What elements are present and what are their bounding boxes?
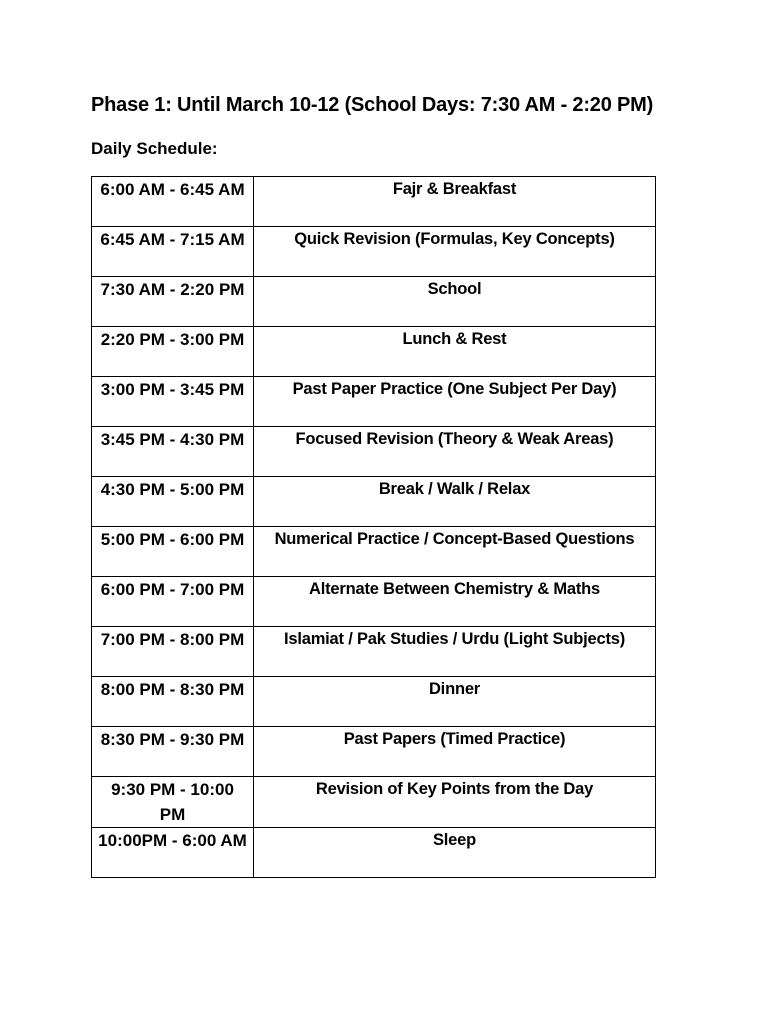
table-row — [92, 377, 656, 427]
time-cell: 6:00 PM - 7:00 PM — [92, 577, 254, 627]
activity-cell: Lunch & Rest — [254, 327, 656, 377]
table-row — [92, 777, 656, 828]
activity-cell: Revision of Key Points from the Day — [254, 777, 656, 828]
table-row — [92, 277, 656, 327]
table-row — [92, 227, 656, 277]
activity-cell: Alternate Between Chemistry & Maths — [254, 577, 656, 627]
time-cell: 4:30 PM - 5:00 PM — [92, 477, 254, 527]
time-cell: 7:30 AM - 2:20 PM — [92, 277, 254, 327]
table-row — [92, 828, 656, 878]
time-cell: 3:45 PM - 4:30 PM — [92, 427, 254, 477]
time-cell: 7:00 PM - 8:00 PM — [92, 627, 254, 677]
activity-cell: Fajr & Breakfast — [254, 177, 656, 227]
table-row — [92, 427, 656, 477]
table-row — [92, 677, 656, 727]
table-row — [92, 527, 656, 577]
phase-heading: Phase 1: Until March 10-12 (School Days: 7:30 AM - 2:20 PM) — [91, 94, 654, 116]
table-row — [92, 727, 656, 777]
activity-cell: Islamiat / Pak Studies / Urdu (Light Subjects) — [254, 627, 656, 677]
activity-cell: Quick Revision (Formulas, Key Concepts) — [254, 227, 656, 277]
time-cell: 3:00 PM - 3:45 PM — [92, 377, 254, 427]
activity-cell: Past Papers (Timed Practice) — [254, 727, 656, 777]
activity-cell: Numerical Practice / Concept-Based Questions — [254, 527, 656, 577]
activity-cell: Past Paper Practice (One Subject Per Day) — [254, 377, 656, 427]
table-row — [92, 327, 656, 377]
time-cell: 2:20 PM - 3:00 PM — [92, 327, 254, 377]
table-row — [92, 177, 656, 227]
table-row — [92, 577, 656, 627]
time-cell: 10:00PM - 6:00 AM — [92, 828, 254, 878]
schedule-table — [91, 176, 656, 878]
activity-cell: Sleep — [254, 828, 656, 878]
activity-cell: Break / Walk / Relax — [254, 477, 656, 527]
activity-cell: Dinner — [254, 677, 656, 727]
time-cell: 5:00 PM - 6:00 PM — [92, 527, 254, 577]
time-cell: 8:00 PM - 8:30 PM — [92, 677, 254, 727]
time-cell: 8:30 PM - 9:30 PM — [92, 727, 254, 777]
activity-cell: Focused Revision (Theory & Weak Areas) — [254, 427, 656, 477]
daily-schedule-label: Daily Schedule: — [91, 139, 218, 158]
activity-cell: School — [254, 277, 656, 327]
time-cell: 6:00 AM - 6:45 AM — [92, 177, 254, 227]
time-cell: 6:45 AM - 7:15 AM — [92, 227, 254, 277]
table-row — [92, 627, 656, 677]
time-cell: 9:30 PM - 10:00 PM — [92, 777, 254, 828]
table-row — [92, 477, 656, 527]
